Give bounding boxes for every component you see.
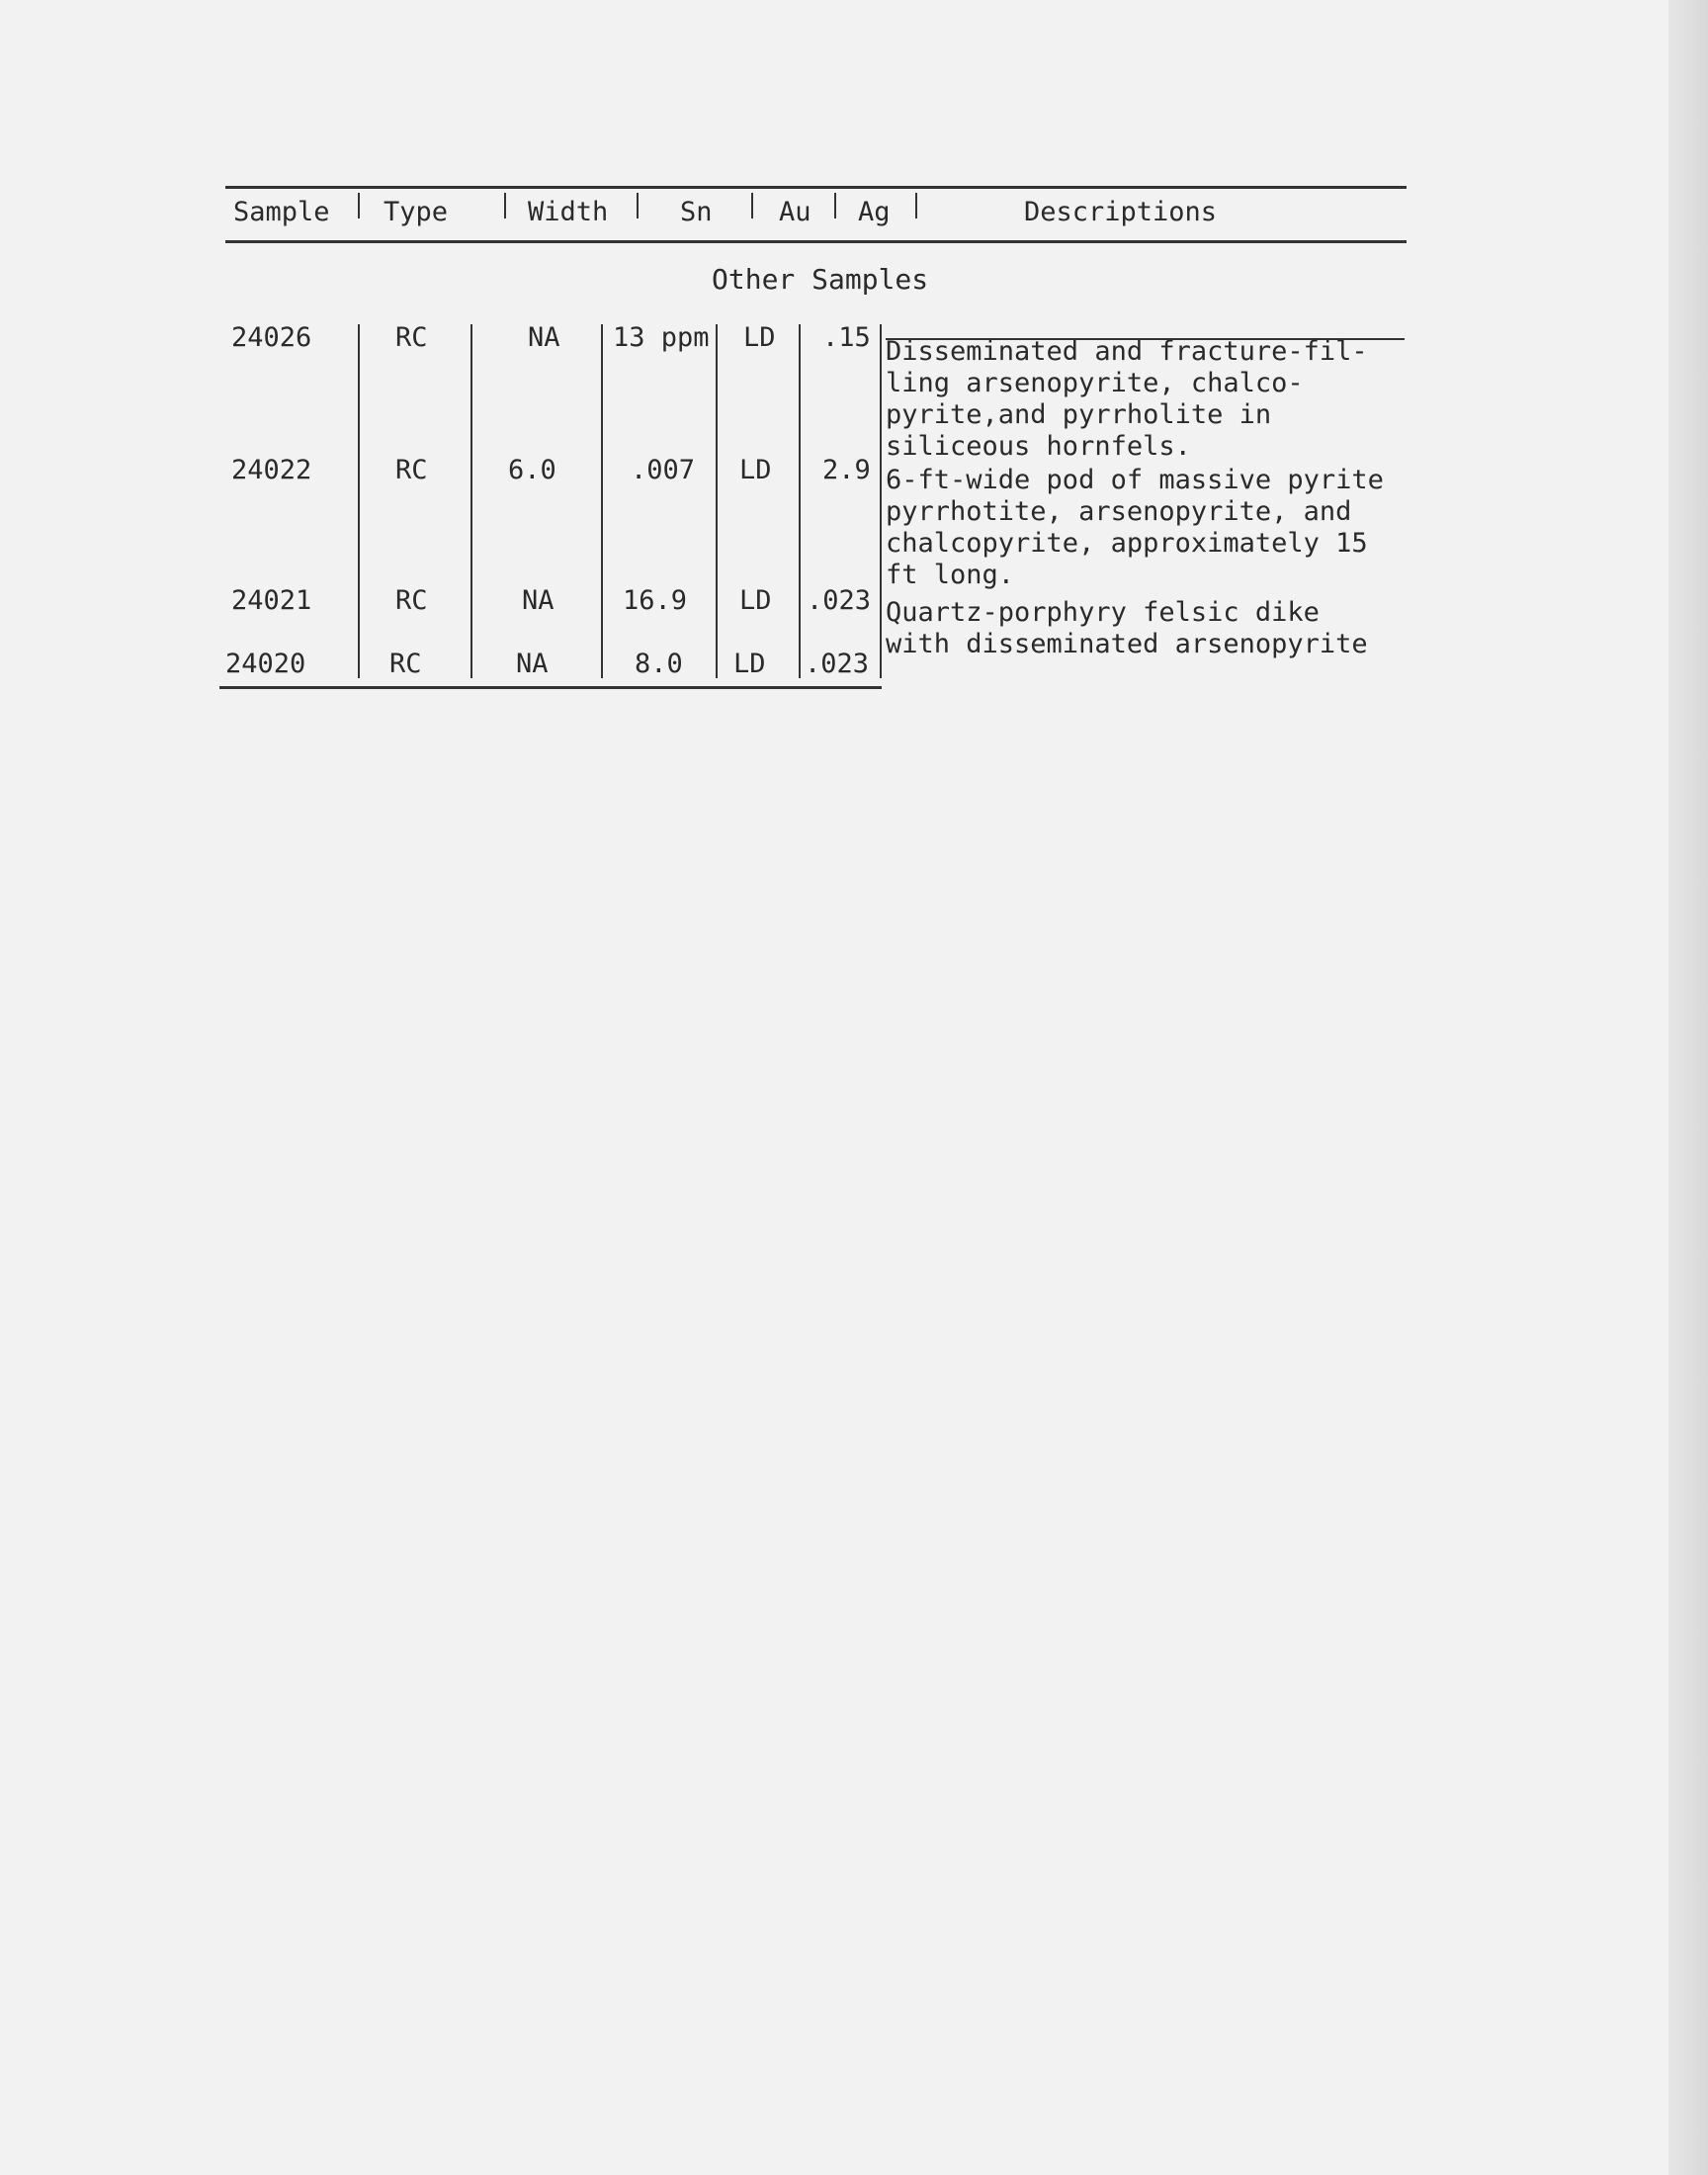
cell-type: RC: [395, 585, 428, 616]
header-type: Type: [384, 197, 449, 227]
column-divider: [716, 324, 718, 678]
column-divider: [880, 324, 882, 678]
cell-width: NA: [522, 585, 555, 616]
description-line: 6-ft-wide pod of massive pyrite: [886, 465, 1384, 495]
cell-sample: 24026: [231, 322, 312, 353]
table-header: [225, 186, 1407, 243]
cell-width: 6.0: [508, 455, 556, 485]
column-divider: [358, 324, 360, 678]
page-edge: [1668, 0, 1708, 2175]
cell-ag: .023: [807, 585, 872, 616]
description-line: pyrite,and pyrrholite in: [886, 399, 1272, 430]
header-divider: [504, 193, 506, 218]
cell-au: LD: [739, 455, 772, 485]
cell-sn: 8.0: [635, 649, 683, 679]
column-divider: [601, 324, 603, 678]
header-divider: [358, 193, 360, 218]
cell-au: LD: [733, 649, 766, 679]
header-au: Au: [779, 197, 811, 227]
header-width: Width: [528, 197, 609, 227]
cell-sn: 16.9: [623, 585, 688, 616]
header-sample: Sample: [233, 197, 330, 227]
description-line: Quartz-porphyry felsic dike: [886, 597, 1320, 628]
cell-sample: 24022: [231, 455, 312, 485]
description-line: chalcopyrite, approximately 15: [886, 528, 1368, 559]
cell-ag: 2.9: [822, 455, 871, 485]
section-title: Other Samples: [712, 263, 929, 296]
cell-au: LD: [743, 322, 776, 353]
cell-sample: 24021: [231, 585, 312, 616]
cell-ag: .15: [822, 322, 871, 353]
cell-sn: .007: [631, 455, 696, 485]
table-bottom-rule: [219, 686, 882, 689]
cell-sample: 24020: [225, 649, 306, 679]
cell-type: RC: [389, 649, 422, 679]
samples-table: [225, 186, 1407, 679]
description-line: ft long.: [886, 560, 1015, 590]
header-ag: Ag: [858, 197, 891, 227]
description-line: Disseminated and fracture-fil-: [886, 336, 1368, 367]
description-line: pyrrhotite, arsenopyrite, and: [886, 496, 1352, 527]
description-line: with disseminated arsenopyrite: [886, 629, 1368, 659]
header-divider: [915, 193, 917, 218]
cell-width: NA: [516, 649, 549, 679]
header-divider: [834, 193, 836, 218]
header-divider: [751, 193, 753, 218]
header-sn: Sn: [680, 197, 713, 227]
description-line: siliceous hornfels.: [886, 431, 1191, 462]
cell-width: NA: [528, 322, 560, 353]
description-line: ling arsenopyrite, chalco-: [886, 368, 1304, 398]
column-divider: [799, 324, 801, 678]
header-divider: [637, 193, 639, 218]
cell-ag: .023: [805, 649, 870, 679]
column-divider: [470, 324, 472, 678]
cell-sn: 13 ppm: [613, 322, 710, 353]
header-descriptions: Descriptions: [1024, 197, 1218, 227]
cell-type: RC: [395, 455, 428, 485]
cell-type: RC: [395, 322, 428, 353]
cell-au: LD: [739, 585, 772, 616]
